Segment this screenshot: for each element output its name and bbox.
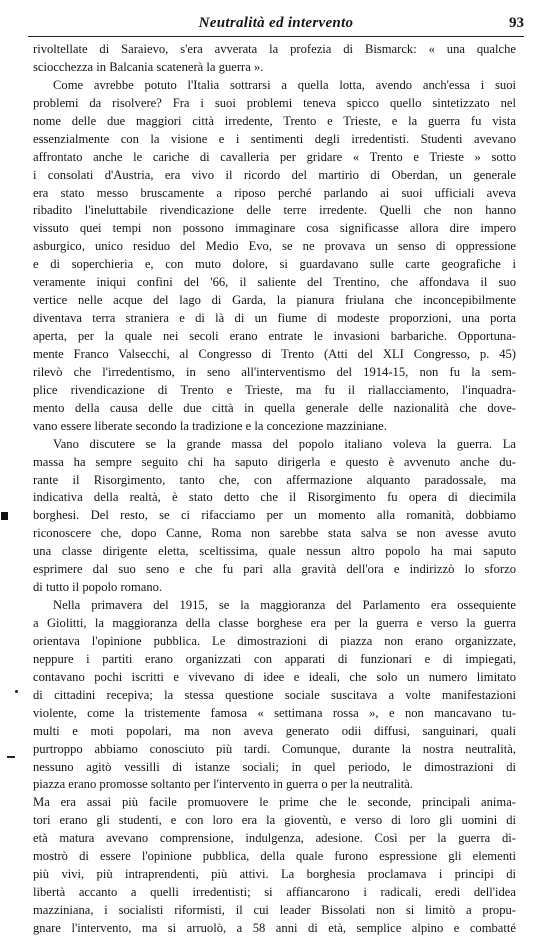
text-line: di cittadini recepiva; la stessa questione sociale suscitava a volte manifestazioni <box>33 687 516 702</box>
text-line: nessuno agitò vessilli di istanze sociali; in quel periodo, le dimostrazioni di <box>33 759 516 774</box>
text-line: mostrò di essere l'opinione pubblica, della quale furono espressione gli elementi <box>33 849 516 864</box>
text-line: neppure i partiti erano organizzati con apparati di funzionari e di impiegati, <box>33 651 516 666</box>
text-line: rilevò che l'irredentismo, in seno all'interventismo del 1914-15, non fu la sem- <box>33 364 516 379</box>
text-line: di tutto il popolo romano. <box>33 580 163 595</box>
text-line: mento della causa delle due città in quella generale delle nazionalità che dove- <box>33 400 516 415</box>
text-line: rivoltellate di Saraievo, s'era avverata la profezia di Bismarck: « una qualche <box>33 42 516 56</box>
text-line: più vivi, più intraprendenti, più attivi. La borghesia proclamava i principi di <box>33 867 516 882</box>
page-number: 93 <box>509 15 524 31</box>
body-text <box>33 41 516 938</box>
text-line: gnare l'intervento, ma si arruolò, a 58 anni di età, semplice alpino e combatté <box>33 920 516 935</box>
text-line: plice rivendicazione di Trento e Trieste, ma fu il riallacciamento, l'inquadra- <box>33 382 516 397</box>
margin-mark <box>1 512 8 520</box>
text-line: mazziniana, i socialisti riformisti, il cui leader Bissolati non si limitò a propu- <box>33 903 516 917</box>
text-line: rante il Risorgimento, tanto che, con affermazione alquanto paradossale, ma <box>33 472 516 487</box>
text-line: vissuto quei tempi non possono immaginare cosa significasse allora dire impero <box>33 221 516 236</box>
text-line: contavano pochi iscritti e vivevano di idee e ideali, che solo un numero limitato <box>33 669 516 684</box>
text-line: mente Franco Valsecchi, al Congresso di Trento (Atti del XLI Congresso, p. 45) <box>33 346 516 361</box>
text-line: violente, come la tristemente famosa « settimana rossa », e non mancavano tu- <box>33 705 516 720</box>
text-line: borghesi. Del resto, se ci rifacciamo per un momento alla romanità, dobbiamo <box>33 508 516 523</box>
text-line: nome delle due maggiori città irredente, Trento e Trieste, e la guerra fu vista <box>33 113 516 128</box>
running-header <box>28 14 524 37</box>
text-line: aperta, per la quale nei secoli erano entrate le invasioni barbariche. Opportuna- <box>33 329 516 343</box>
text-line: multi e moti popolari, ma non aveva generato odii diffusi, sanguinari, quali <box>33 723 516 738</box>
text-line: libertà accanto a quelli irredentisti; si affiancarono i radicali, eredi dell'idea <box>33 885 516 900</box>
text-line: età matura avevano comprensione, indulgenza, adesione. Così per la guerra di- <box>33 831 516 846</box>
text-line: esprimere dal suo seno e che fu pari alla gravità dell'ora e indirizzò lo sforzo <box>33 562 516 577</box>
text-line: indicativa della realtà, è stato detto che il Risorgimento fu opera di diecimila <box>33 490 516 505</box>
text-line: asburgico, unico residuo del Medio Evo, se ne provava un senso di oppressione <box>33 239 516 254</box>
text-line: piazza erano promosse soltanto per l'intervento in guerra o per la neutralità. <box>33 777 413 792</box>
text-line: diventava terra straniera e di là di un fiume di modeste proporzioni, una porta <box>33 311 516 326</box>
text-line: Ma era assai più facile promuovere le prime che le seconde, principali anima- <box>33 795 516 810</box>
text-line: i consolati d'Austria, era vivo il ricordo del martirio di Oberdan, un generale <box>33 167 516 182</box>
text-line: essenzialmente con la visione e i sentimenti degli irredentisti. Studenti avevano <box>33 131 516 146</box>
text-line: riconoscere che, dopo Canne, Roma non sarebbe stata salva se non avesse avuto <box>33 526 516 541</box>
text-line: Vano discutere se la grande massa del popolo italiano voleva la guerra. La <box>53 436 516 451</box>
text-line: era stato messo bruscamente a riposo perché parlando ai suoi ufficiali aveva <box>33 185 516 200</box>
margin-dot <box>15 690 18 693</box>
running-title: Neutralità ed intervento <box>198 15 354 31</box>
text-line: purtroppo abbiamo conosciuto più tardi. Comunque, durante la nostra neutralità, <box>33 741 516 756</box>
text-line: una classe dirigente eletta, sceltissima, quale nessun altro popolo ha mai saputo <box>33 544 516 559</box>
margin-dash <box>7 756 15 758</box>
text-line: Come avrebbe potuto l'Italia sottrarsi a quella lotta, avendo anch'essa i suoi <box>53 77 516 92</box>
text-line: Nella primavera del 1915, se la maggioranza del Parlamento era ossequiente <box>53 598 516 613</box>
text-line: tori erano gli studenti, e con loro era la gioventù, e verso di loro gli uomini di <box>33 813 516 828</box>
text-line: veramente iniqui confini del '66, il saliente del Trentino, che affondava il suo <box>33 275 516 290</box>
text-line: orientava l'opinione pubblica. Le dimostrazioni di piazza non erano organizzate, <box>33 633 516 648</box>
text-line: e di soperchieria e, con muto dolore, si guardavano sulle carte geografiche i <box>33 257 516 272</box>
text-line: vertice nelle acque del lago di Garda, la pianura friulana che inconcepibilmente <box>33 293 516 308</box>
text-line: problemi da risolvere? Fra i suoi problemi teneva spicco quello sintetizzato nel <box>33 95 516 110</box>
text-line: ribadito l'ineluttabile rivendicazione delle terre irredente. Quelli che non hanno <box>33 203 516 218</box>
text-line: vano essere liberate secondo la tradizione e la concezione mazziniane. <box>33 418 387 433</box>
text-line: massa ha sempre seguito chi ha saputo dirigerla e questo è avvenuto anche du- <box>33 454 516 469</box>
text-line: a Giolitti, la maggioranza della classe borghese era per la guerra e verso la guerra <box>33 616 516 630</box>
text-line: affrontato anche le cariche di cavalleria per gridare « Trento e Trieste » sotto <box>33 149 516 164</box>
text-line: sciocchezza in Balcania scatenerà la guerra ». <box>33 59 264 74</box>
